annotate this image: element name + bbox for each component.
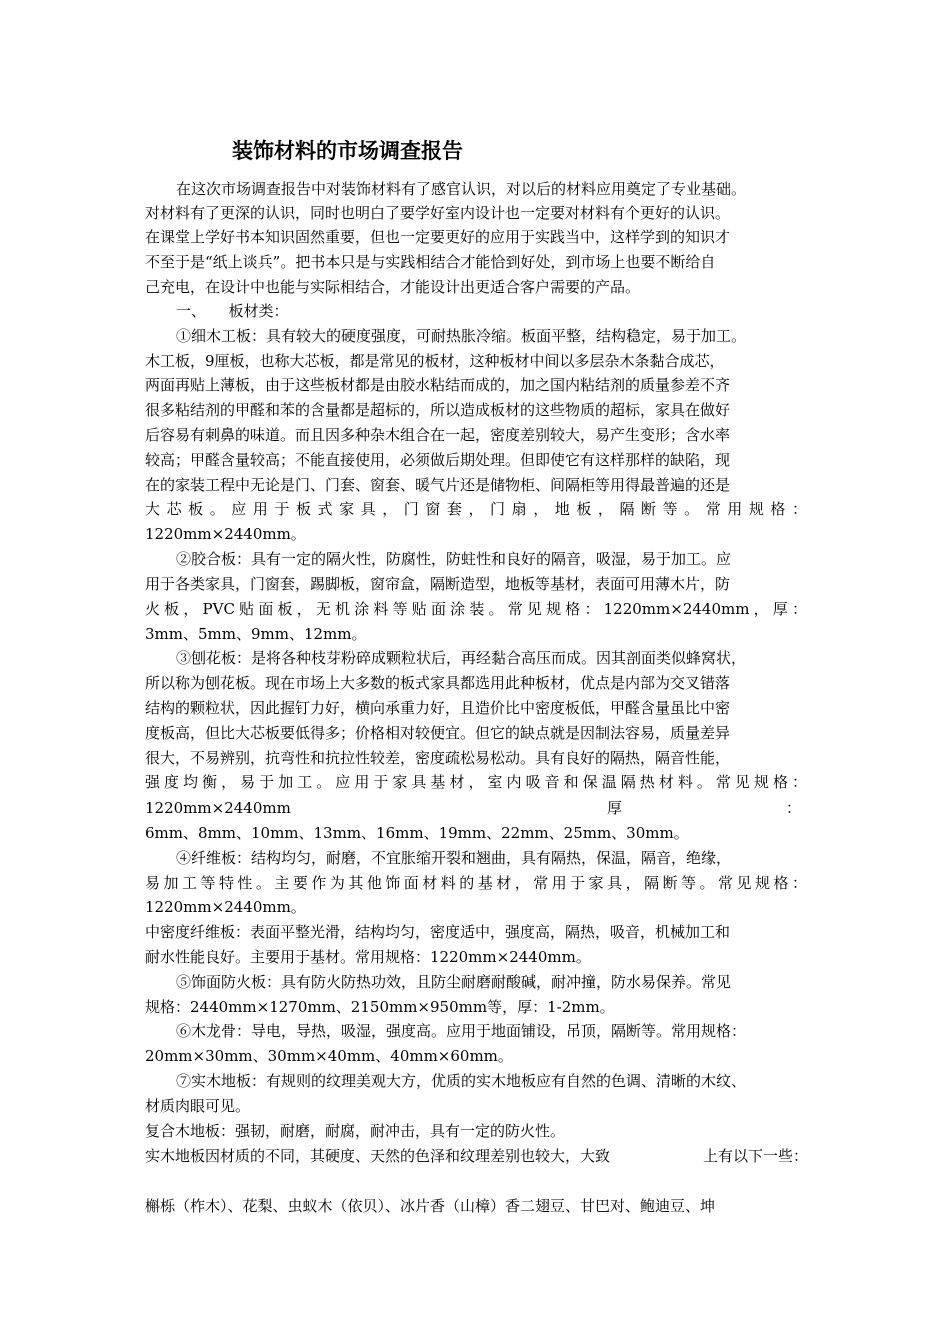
paragraph-line: ①细木工板：具有较大的硬度强度，可耐热胀冷缩。板面平整，结构稳定，易于加工。 — [176, 327, 747, 345]
paragraph-line: ⑦实木地板：有规则的纹理美观大方，优质的实木地板应有自然的色调、清晰的木纹、 — [176, 1072, 747, 1090]
paragraph-line: 6mm、8mm、10mm、13mm、16mm、19mm、22mm、25mm、30mm。 — [145, 824, 689, 842]
paragraph-line: 20mm×30mm、30mm×40mm、40mm×60mm。 — [145, 1047, 513, 1065]
paragraph-line: 1220mm×2440mm。 — [145, 525, 306, 543]
paragraph-line: ②胶合板：具有一定的隔火性，防腐性，防蛀性和良好的隔音，吸湿，易于加工。应 — [176, 550, 732, 568]
paragraph-line: 槲栎（柞木）、花梨、虫蚁木（依贝）、冰片香（山樟）香二翅豆、甘巴对、鲍迪豆、坤 — [145, 1197, 716, 1215]
paragraph-line: 对材料有了更深的认识，同时也明白了要学好室内设计也一定要对材料有个更好的认识。 — [145, 204, 731, 222]
paragraph-line: 在的家装工程中无论是门、门套、窗套、暖气片还是储物柜、间隔柜等用得最普遍的还是 — [145, 476, 731, 494]
paragraph-line: 很大，不易辨别，抗弯性和抗拉性较差，密度疏松易松动。具有良好的隔热，隔音性能， — [145, 749, 731, 767]
paragraph-line: 1220mm×2440mm。 — [145, 898, 306, 916]
paragraph-line: 用于各类家具，门窗套，踢脚板，窗帘盒，隔断造型，地板等基材，表面可用薄木片，防 — [145, 575, 731, 593]
paragraph-line: 火板，PVC贴面板，无机涂料等贴面涂装。常见规格：1220mm×2440mm，厚： — [145, 600, 807, 618]
paragraph-word: 厚 — [607, 799, 623, 817]
paragraph-line: 规格：2440mm×1270mm、2150mm×950mm等，厚：1-2mm。 — [145, 998, 615, 1016]
paragraph-line: 实木地板因材质的不同，其硬度、天然的色泽和纹理差别也较大，大致 — [145, 1147, 611, 1165]
paragraph-line: 在课堂上学好书本知识固然重要，但也一定要更好的应用于实践当中，这样学到的知识才 — [145, 228, 731, 246]
paragraph-line: 不至于是“纸上谈兵”。把书本只是与实践相结合才能恰到好处，到市场上也要不断给自 — [145, 253, 716, 271]
paragraph-line: 结构的颗粒状，因此握钉力好，横向承重力好，且造价比中密度板低，甲醛含量虽比中密 — [145, 699, 731, 717]
paragraph-line: 复合木地板：强韧，耐磨，耐腐，耐冲击，具有一定的防火性。 — [145, 1122, 566, 1140]
paragraph-line: 两面再贴上薄板，由于这些板材都是由胶水粘结而成的，加之国内粘结剂的质量参差不齐 — [145, 376, 731, 394]
section-heading: 一、 板材类： — [176, 302, 289, 320]
page-title: 装饰材料的市场调查报告 — [232, 139, 463, 163]
paragraph-line: 强度均衡，易于加工。应用于家具基材，室内吸音和保温隔热材料。常见规格： — [145, 773, 807, 791]
paragraph-line: 木工板，9厘板，也称大芯板，都是常见的板材，这种板材中间以多层杂木条黏合成芯， — [145, 352, 725, 370]
paragraph-line: 大芯板。应用于板式家具，门窗套，门扇，地板，隔断等。常用规格： — [145, 500, 807, 518]
paragraph-line: 耐水性能良好。主要用于基材。常用规格：1220mm×2440mm。 — [145, 948, 591, 966]
paragraph-word: 上有以下一些： — [703, 1147, 809, 1165]
paragraph-line: ⑥木龙骨：导电，导热，吸湿，强度高。应用于地面铺设，吊顶，隔断等。常用规格： — [176, 1022, 747, 1040]
paragraph-line: 在这次市场调查报告中对装饰材料有了感官认识，对以后的材料应用奠定了专业基础。 — [176, 180, 747, 198]
paragraph-line: 己充电，在设计中也能与实际相结合，才能设计出更适合客户需要的产品。 — [145, 278, 641, 296]
paragraph-line: 材质肉眼可见。 — [145, 1097, 251, 1115]
paragraph-line: 易加工等特性。主要作为其他饰面材料的基材，常用于家具，隔断等。常见规格： — [145, 874, 807, 892]
paragraph-line: 较高；甲醛含量较高；不能直接使用，必须做后期处理。但即使它有这样那样的缺陷，现 — [145, 451, 731, 469]
paragraph-line: 中密度纤维板：表面平整光滑，结构均匀，密度适中，强度高，隔热，吸音，机械加工和 — [145, 923, 731, 941]
paragraph-line: 很多粘结剂的甲醛和苯的含量都是超标的，所以造成板材的这些物质的超标，家具在做好 — [145, 401, 731, 419]
paragraph-line: ④纤维板：结构均匀，耐磨，不宜胀缩开裂和翘曲，具有隔热，保温，隔音，绝缘， — [176, 849, 732, 867]
paragraph-word: ： — [786, 799, 802, 817]
paragraph-line: 3mm、5mm、9mm、12mm。 — [145, 625, 367, 643]
paragraph-line: ⑤饰面防火板：具有防火防热功效，且防尘耐磨耐酸碱，耐冲撞，防水易保养。常见 — [176, 973, 732, 991]
paragraph-line: 度板高，但比大芯板要低得多；价格相对较便宜。但它的缺点就是因制法容易，质量差异 — [145, 724, 731, 742]
paragraph-line: 所以称为刨花板。现在市场上大多数的板式家具都选用此种板材，优点是内部为交叉错落 — [145, 674, 731, 692]
paragraph-line: 1220mm×2440mm — [145, 799, 291, 817]
paragraph-line: 后容易有刺鼻的味道。而且因多种杂木组合在一起，密度差别较大，易产生变形；含水率 — [145, 426, 731, 444]
paragraph-line: ③刨花板：是将各种枝芽粉碎成颗粒状后，再经黏合高压而成。因其剖面类似蜂窝状， — [176, 649, 747, 667]
